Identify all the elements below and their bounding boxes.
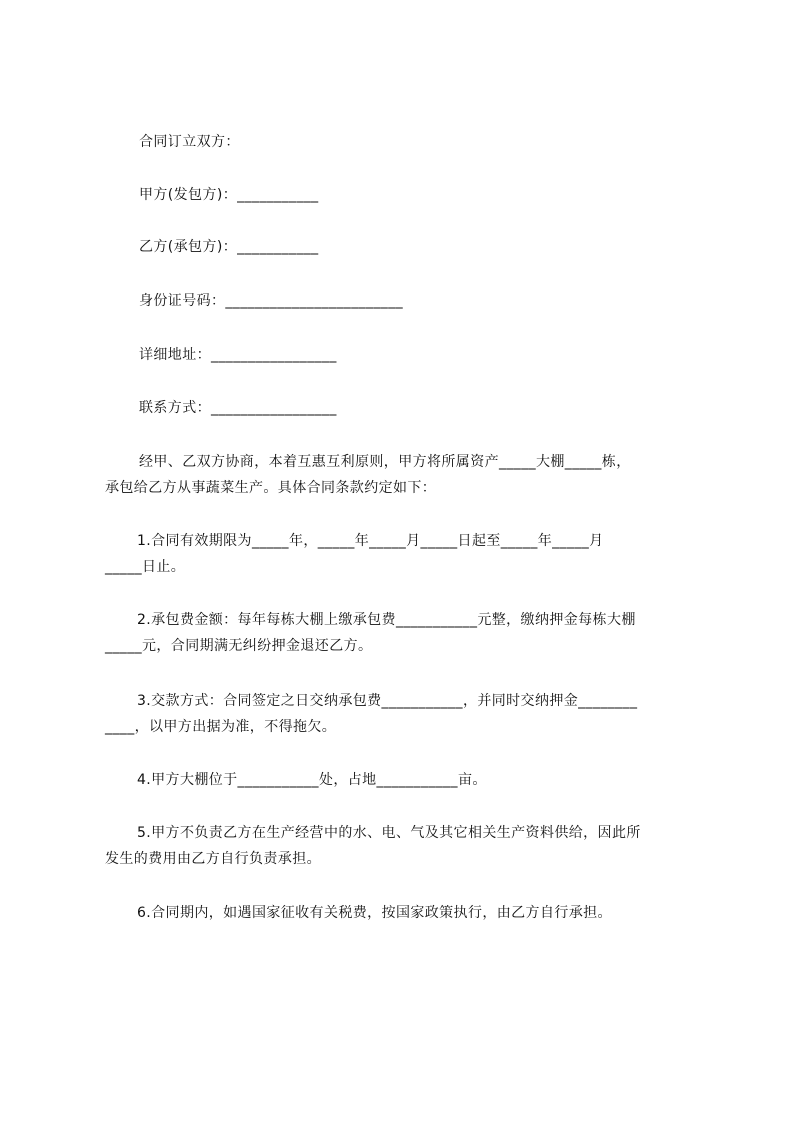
address-line: 详细地址：_________________ <box>139 347 337 363</box>
clause-6 <box>105 900 701 926</box>
clause-1-line-2: _____日止。 <box>105 559 186 575</box>
clause-2-line-2: _____元，合同期满无纠纷押金退还乙方。 <box>105 638 373 654</box>
clause-4-line-1: 4.甲方大棚位于___________处，占地___________亩。 <box>137 772 487 788</box>
contract-parties-heading: 合同订立双方： <box>139 134 240 150</box>
clause-3-line-2: ____，以甲方出据为准，不得拖欠。 <box>105 719 337 735</box>
clause-5-line-1: 5.甲方不负责乙方在生产经营中的水、电、气及其它相关生产资料供给，因此所 <box>137 825 641 841</box>
clause-2 <box>105 607 701 659</box>
clause-1-line-1: 1.合同有效期限为_____年，_____年_____月_____日起至_____年_____月 <box>137 533 604 549</box>
clause-1 <box>105 528 701 580</box>
intro-paragraph <box>105 449 701 501</box>
clause-4 <box>105 767 701 793</box>
party-a-line: 甲方(发包方)：___________ <box>139 187 319 203</box>
contact-line: 联系方式：_________________ <box>139 400 337 416</box>
intro-line-1: 经甲、乙双方协商，本着互惠互利原则，甲方将所属资产_____大棚_____栋， <box>139 454 631 470</box>
party-b-line: 乙方(承包方)：___________ <box>139 239 319 255</box>
id-number-line: 身份证号码：________________________ <box>139 293 403 309</box>
clause-3 <box>105 688 701 740</box>
clause-5 <box>105 820 701 872</box>
clause-6-line-1: 6.合同期内，如遇国家征收有关税费，按国家政策执行，由乙方自行承担。 <box>137 905 612 921</box>
clause-3-line-1: 3.交款方式：合同签定之日交纳承包费___________，并同时交纳押金________ <box>137 693 638 709</box>
clause-2-line-1: 2.承包费金额：每年每栋大棚上缴承包费___________元整，缴纳押金每栋大棚 <box>137 612 636 628</box>
clause-5-line-2: 发生的费用由乙方自行负责承担。 <box>105 851 321 867</box>
intro-line-2: 承包给乙方从事蔬菜生产。具体合同条款约定如下： <box>105 480 437 496</box>
